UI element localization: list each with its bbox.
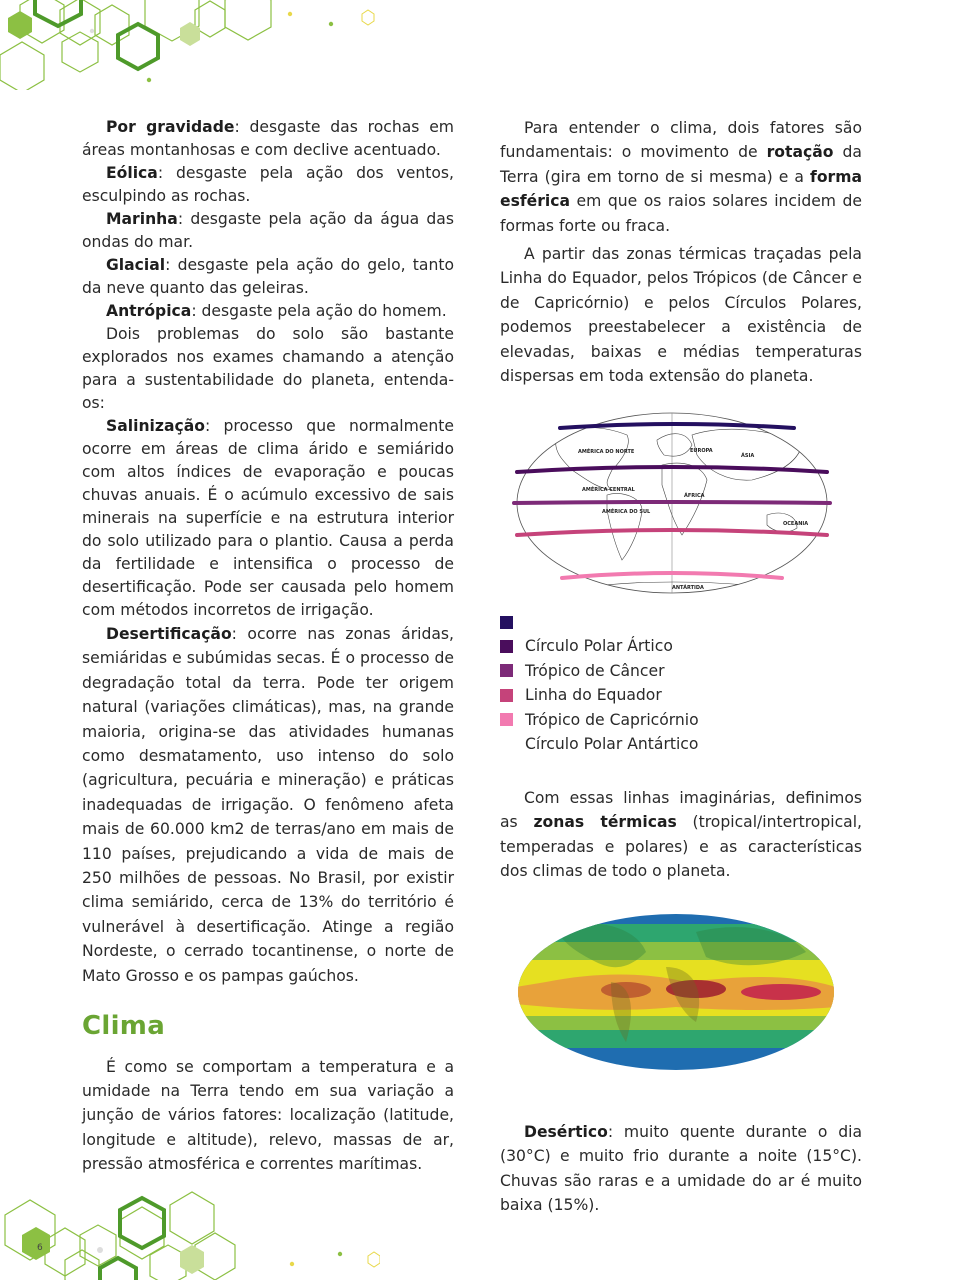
- label-antarctica: ANTÁRTIDA: [672, 585, 704, 591]
- zones-paragraph: A partir das zonas térmicas traçadas pela Linha do Equador, pelos Trópicos (de Câncer e de Capricórnio) e pelos Círculos Polares, podemos preestabelecer a existência de elevadas, baixas e médias temperaturas dispersas em toda extensão do planeta.: [500, 245, 862, 386]
- erosion-marine: Marinha: desgaste pela ação da água das ondas do mar.: [82, 210, 454, 251]
- erosion-anthropic: Antrópica: desgaste pela ação do homem.: [106, 302, 447, 320]
- erosion-eolic: Eólica: desgaste pela ação dos ventos, esculpindo as rochas.: [82, 164, 454, 205]
- left-column: [82, 116, 454, 1177]
- legend-swatch-top: [500, 616, 513, 629]
- legend-item: Círculo Polar Ártico: [500, 634, 699, 658]
- page-number: 6: [37, 1243, 43, 1253]
- line-equator: [514, 502, 830, 503]
- label-africa: ÁFRICA: [684, 493, 705, 499]
- erosion-glacial: Glacial: desgaste pela ação do gelo, tanto da neve quanto das geleiras.: [82, 256, 454, 297]
- desertification-paragraph: Desertificação: ocorre nas zonas áridas, semiáridas e subúmidas secas. É o processo de degradação total da terra. Pode ter origem natural (variações climáticas), mas, na grande maioria, origina-se das atividades humanas como desmatamento, uso intenso do solo (agricultura, pecuária e mineração) e práticas inadequadas de irrigação. O fenômeno afeta mais de 60.000 km2 de terras/ano em mais de 110 países, prejudicando a vida de mais de 250 milhões de pessoas. No Brasil, por existir clima semiárido, cerca de 13% do território é vulnerável à desertificação. Atinge a região Nordeste, o cerrado tocantinense, o norte de Mato Grosso e os pampas gaúchos.: [82, 625, 454, 985]
- rotation-paragraph: Para entender o clima, dois fatores são fundamentais: o movimento de rotação da Terra (gira em torno de si mesma) e a forma esférica em que os raios solares incidem de formas forte ou fraca.: [500, 119, 862, 235]
- desertic-paragraph: Desértico: muito quente durante o dia (30°C) e muito frio durante a noite (15°C). Chuvas são raras e a umidade do ar é muito baixa (15%).: [500, 1123, 862, 1215]
- salinization-paragraph: Salinização: processo que normalmente ocorre em áreas de clima árido e semiárido com altos índices de evaporação e poucas chuvas anuais. É o acúmulo excessivo de sais minerais na superfície e na estrutura interior do solo utilizado para o plantio. Causa a perda da fertilidade e intensifica o processo de desertificação. Pode ser causada pelo homem com métodos incorretos de irrigação.: [82, 417, 454, 619]
- clima-heading: Clima: [82, 1011, 166, 1042]
- label-europe: EUROPA: [690, 448, 713, 454]
- clima-paragraph: É como se comportam a temperatura e a umidade na Terra tendo em sua variação a junção de vários fatores: localização (latitude, longitude e altitude), relevo, massas de ar, pressão atmosférica e correntes marítimas.: [82, 1057, 454, 1174]
- label-south-america: AMÉRICA DO SUL: [602, 509, 651, 515]
- world-map-lines: [512, 410, 832, 600]
- thermal-zones-block: [500, 786, 862, 884]
- legend-item: Linha do Equador: [500, 683, 699, 707]
- legend-item: Círculo Polar Antártico: [525, 734, 699, 753]
- right-column: [500, 116, 862, 388]
- label-central-america: AMÉRICA CENTRAL: [582, 487, 635, 493]
- label-asia: ÁSIA: [741, 453, 755, 459]
- map-legend: [500, 610, 699, 756]
- erosion-gravity: Por gravidade: desgaste das rochas em áreas montanhosas e com declive acentuado.: [82, 118, 454, 159]
- soil-intro: Dois problemas do solo são bastante explorados nos exames chamando a atenção para a sustentabilidade do planeta, entenda-os:: [82, 325, 454, 412]
- desertic-block: [500, 1120, 862, 1218]
- hexagon-decoration-top: [0, 0, 380, 90]
- climate-zones-map: [516, 912, 836, 1072]
- legend-item: Trópico de Capricórnio: [500, 708, 699, 732]
- thermal-zones-paragraph: Com essas linhas imaginárias, definimos as zonas térmicas (tropical/intertropical, temperadas e polares) e as características dos climas de todo o planeta.: [500, 789, 862, 881]
- label-oceania: OCEANIA: [783, 521, 809, 527]
- hexagon-decoration-bottom: [0, 1190, 380, 1280]
- label-north-america: AMÉRICA DO NORTE: [578, 449, 635, 455]
- legend-item: Trópico de Câncer: [500, 659, 699, 683]
